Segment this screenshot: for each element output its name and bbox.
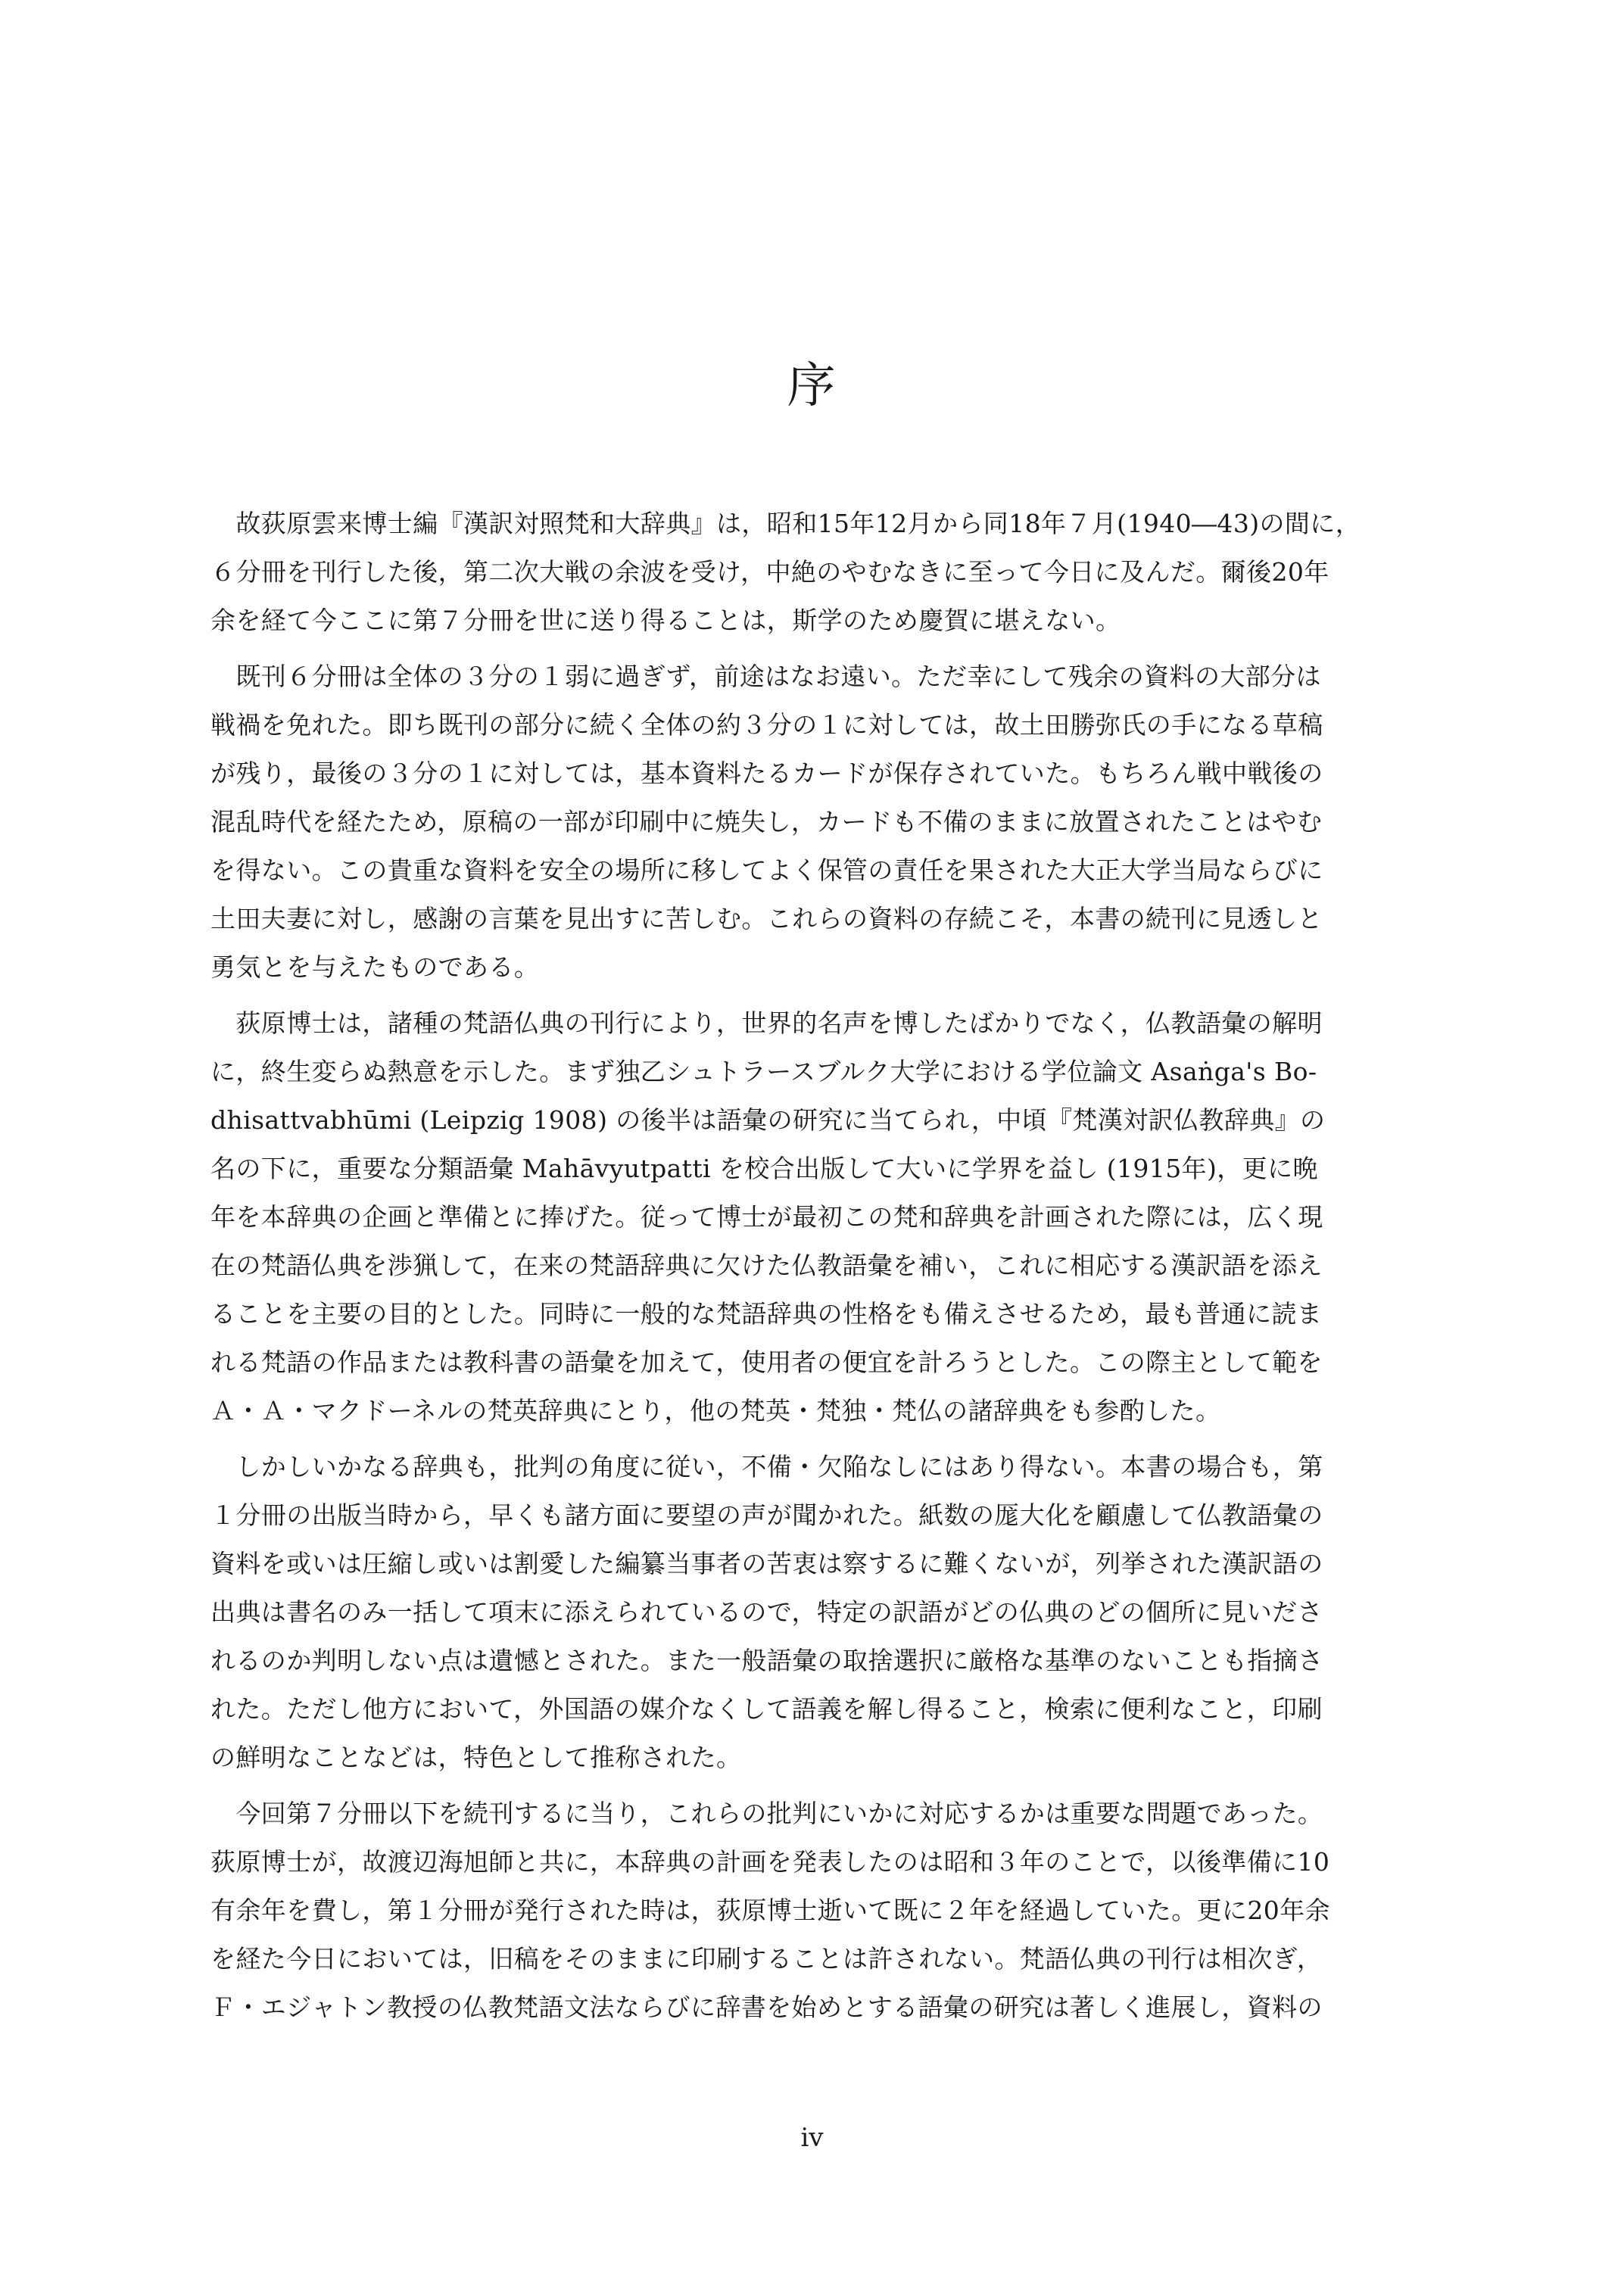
text-line: １分冊の出版当時から，早くも諸方面に要望の声が聞かれた。紙数の厖大化を顧慮して仏教語彙の (210, 1500, 1323, 1530)
text-line: 混乱時代を経たため，原稿の一部が印刷中に焼失し，カードも不備のままに放置されたことはやむ (210, 807, 1323, 837)
text-line: れる梵語の作品または教科書の語彙を加えて，使用者の便宜を計ろうとした。この際主として範を (210, 1347, 1323, 1377)
page-number: iv (800, 2123, 824, 2153)
text-line: 土田夫妻に対し，感謝の言葉を見出すに苦しむ。これらの資料の存続こそ，本書の続刊に見透しと (210, 904, 1323, 933)
text-line: れるのか判明しない点は遺憾とされた。また一般語彙の取捨選択に厳格な基準のないことも指摘さ (210, 1646, 1323, 1675)
text-line: れた。ただし他方において，外国語の媒介なくして語義を解し得ること，検索に便利なこと，印刷 (210, 1694, 1323, 1724)
paragraph (210, 1790, 1437, 2032)
text-line: しかしいかなる辞典も，批判の角度に従い，不備・欠陥なしにはあり得ない。本書の場合も，第 (210, 1452, 1323, 1481)
text-line: 出典は書名のみ一括して項末に添えられているので，特定の訳語がどの仏典のどの個所に見いださ (210, 1597, 1323, 1627)
text-line: が残り，最後の３分の１に対しては，基本資料たるカードが保存されていた。もちろん戦中戦後の (210, 759, 1323, 788)
paragraph (210, 653, 1437, 992)
text-line: ることを主要の目的とした。同時に一般的な梵語辞典の性格をも備えさせるため，最も普通に読ま (210, 1299, 1323, 1329)
text-line: Ｆ・エジャトン教授の仏教梵語文法ならびに辞書を始めとする語彙の研究は著しく進展し，資料の (210, 1992, 1323, 2022)
paragraph-gap (210, 1435, 1437, 1443)
paragraph (210, 500, 1437, 645)
text-line: 有余年を費し，第１分冊が発行された時は，荻原博士逝いて既に２年を経過していた。更に20年余 (210, 1896, 1330, 1925)
paragraph-gap (210, 1782, 1437, 1790)
text-line: ６分冊を刊行した後，第二次大戦の余波を受け，中絶のやむなきに至って今日に及んだ。爾後20年 (210, 557, 1329, 587)
text-line: の鮮明なことなどは，特色として推称された。 (210, 1743, 742, 1772)
text-line: 故荻原雲来博士編『漢訳対照梵和大辞典』は，昭和15年12月から同18年７月(1940―43)の間に， (210, 509, 1361, 538)
text-line: を得ない。この貴重な資料を安全の場所に移してよく保管の責任を果された大正大学当局ならびに (210, 855, 1323, 885)
text-line: 名の下に，重要な分類語彙 Mahāvyutpatti を校合出版して大いに学界を益し (1915年)，更に晩 (210, 1154, 1318, 1183)
text-line: を経た今日においては，旧稿をそのままに印刷することは許されない。梵語仏典の刊行は相次ぎ， (210, 1944, 1323, 1974)
text-line: Ａ・Ａ・マクドーネルの梵英辞典にとり，他の梵英・梵独・梵仏の諸辞典をも参酌した。 (210, 1396, 1221, 1425)
text-line: 資料を或いは圧縮し或いは割愛した編纂当事者の苦衷は察するに難くないが，列挙された漢訳語の (210, 1549, 1323, 1578)
text-line: 年を本辞典の企画と準備とに捧げた。従って博士が最初この梵和辞典を計画された際には，広く現 (210, 1202, 1323, 1232)
preface-body (210, 500, 1437, 2032)
paragraph (210, 999, 1437, 1435)
paragraph-gap (210, 992, 1437, 999)
text-line: 今回第７分冊以下を続刊するに当り，これらの批判にいかに対応するかは重要な問題であった。 (210, 1799, 1323, 1828)
paragraph (210, 1443, 1437, 1782)
paragraph-gap (210, 645, 1437, 653)
text-line: 戦禍を免れた。即ち既刊の部分に続く全体の約３分の１に対しては，故土田勝弥氏の手になる草稿 (210, 710, 1323, 740)
page-title: 序 (787, 358, 837, 414)
text-line: 荻原博士が，故渡辺海旭師と共に，本辞典の計画を発表したのは昭和３年のことで，以後準備に10 (210, 1847, 1330, 1877)
text-line: 既刊６分冊は全体の３分の１弱に過ぎず，前途はなお遠い。ただ幸にして残余の資料の大部分は (210, 662, 1321, 691)
text-line: 荻原博士は，諸種の梵語仏典の刊行により，世界的名声を博したばかりでなく，仏教語彙の解明 (210, 1008, 1323, 1038)
text-line: dhisattvabhūmi (Leipzig 1908) の後半は語彙の研究に当てられ，中頃『梵漢対訳仏教辞典』の (210, 1105, 1326, 1135)
text-line: 在の梵語仏典を渉猟して，在来の梵語辞典に欠けた仏教語彙を補い，これに相応する漢訳語を添え (210, 1251, 1323, 1280)
text-line: に，終生変らぬ熱意を示した。まず独乙シュトラースブルク大学における学位論文 Asaṅga's Bo- (210, 1057, 1317, 1086)
text-line: 余を経て今ここに第７分冊を世に送り得ることは，斯学のため慶賀に堪えない。 (210, 606, 1121, 635)
text-line: 勇気とを与えたものである。 (210, 952, 540, 982)
